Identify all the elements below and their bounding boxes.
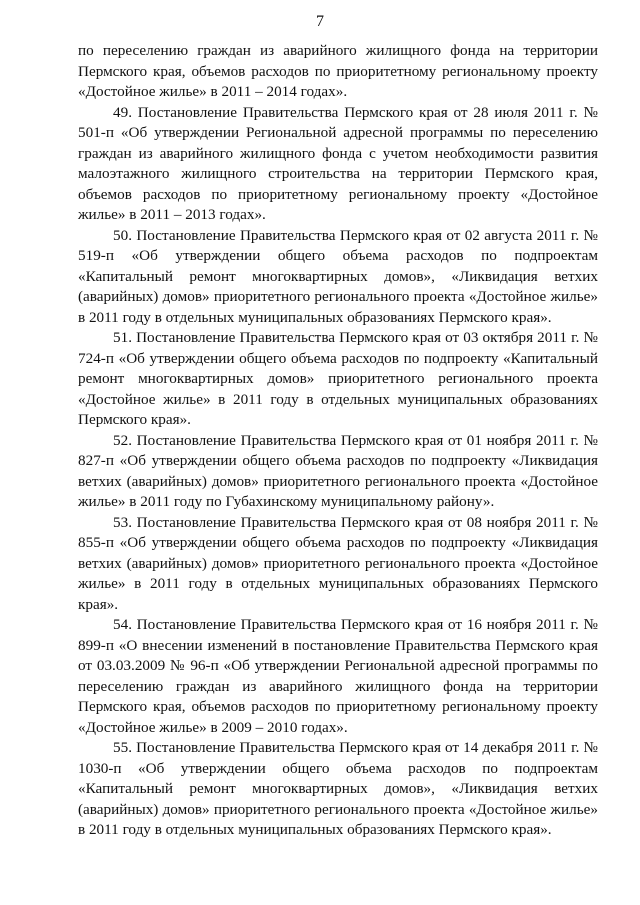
paragraph-item-51: 51. Постановление Правительства Пермского края от 03 октября 2011 г. № 724-п «Об утверждении общего объема расходов по подпроекту «Капитальный ремонт многоквартирных домов» приоритетного регионального проекта «Достойное жилье» в 2011 году в отдельных муниципальных образованиях Пермского края». xyxy=(78,329,598,428)
page-number: 7 xyxy=(316,13,324,30)
paragraph-item-50: 50. Постановление Правительства Пермского края от 02 августа 2011 г. № 519-п «Об утверждении общего объема расходов по подпроектам «Капитальный ремонт многоквартирных домов», «Ликвидация ветхих (аварийных) домов» приоритетного регионального проекта «Достойное жилье» в 2011 году в отдельных муниципальных образованиях Пермского края». xyxy=(78,226,598,326)
document-body xyxy=(78,41,598,841)
paragraph-item-53: 53. Постановление Правительства Пермского края от 08 ноября 2011 г. № 855-п «Об утверждении общего объема расходов по подпроекту «Ликвидация ветхих (аварийных) домов» приоритетного регионального проекта «Достойное жилье» в 2011 году в отдельных муниципальных образованиях Пермского края». xyxy=(78,513,598,613)
paragraph-item-54: 54. Постановление Правительства Пермского края от 16 ноября 2011 г. № 899-п «О внесении изменений в постановление Правительства Пермского края от 03.03.2009 № 96-п «Об утверждении Региональной адресной программы по переселению граждан из аварийного жилищного фонда на территории Пермского края, объемов расходов по приоритетному региональному проекту «Достойное жилье» в 2009 – 2010 годах». xyxy=(78,616,598,736)
paragraph-item-49: 49. Постановление Правительства Пермского края от 28 июля 2011 г. № 501-п «Об утверждении Региональной адресной программы по переселению граждан из аварийного жилищного фонда с учетом необходимости развития малоэтажного жилищного строительства на территории Пермского края, объемов расходов по приоритетному региональному проекту «Достойное жилье» в 2011 – 2013 годах». xyxy=(78,103,598,223)
paragraph-item-55: 55. Постановление Правительства Пермского края от 14 декабря 2011 г. № 1030-п «Об утверждении общего объема расходов по подпроектам «Капитальный ремонт многоквартирных домов», «Ликвидация ветхих (аварийных) домов» приоритетного регионального проекта «Достойное жилье» в 2011 году в отдельных муниципальных образованиях Пермского края». xyxy=(78,739,598,838)
paragraph-item-52: 52. Постановление Правительства Пермского края от 01 ноября 2011 г. № 827-п «Об утверждении общего объема расходов по подпроекту «Ликвидация ветхих (аварийных) домов» приоритетного регионального проекта «Достойное жилье» в 2011 году по Губахинскому муниципальному району». xyxy=(78,431,598,510)
paragraph-continuation: по переселению граждан из аварийного жилищного фонда на территории Пермского края, объемов расходов по приоритетному региональному проекту «Достойное жилье» в 2011 – 2014 годах». xyxy=(78,42,598,100)
